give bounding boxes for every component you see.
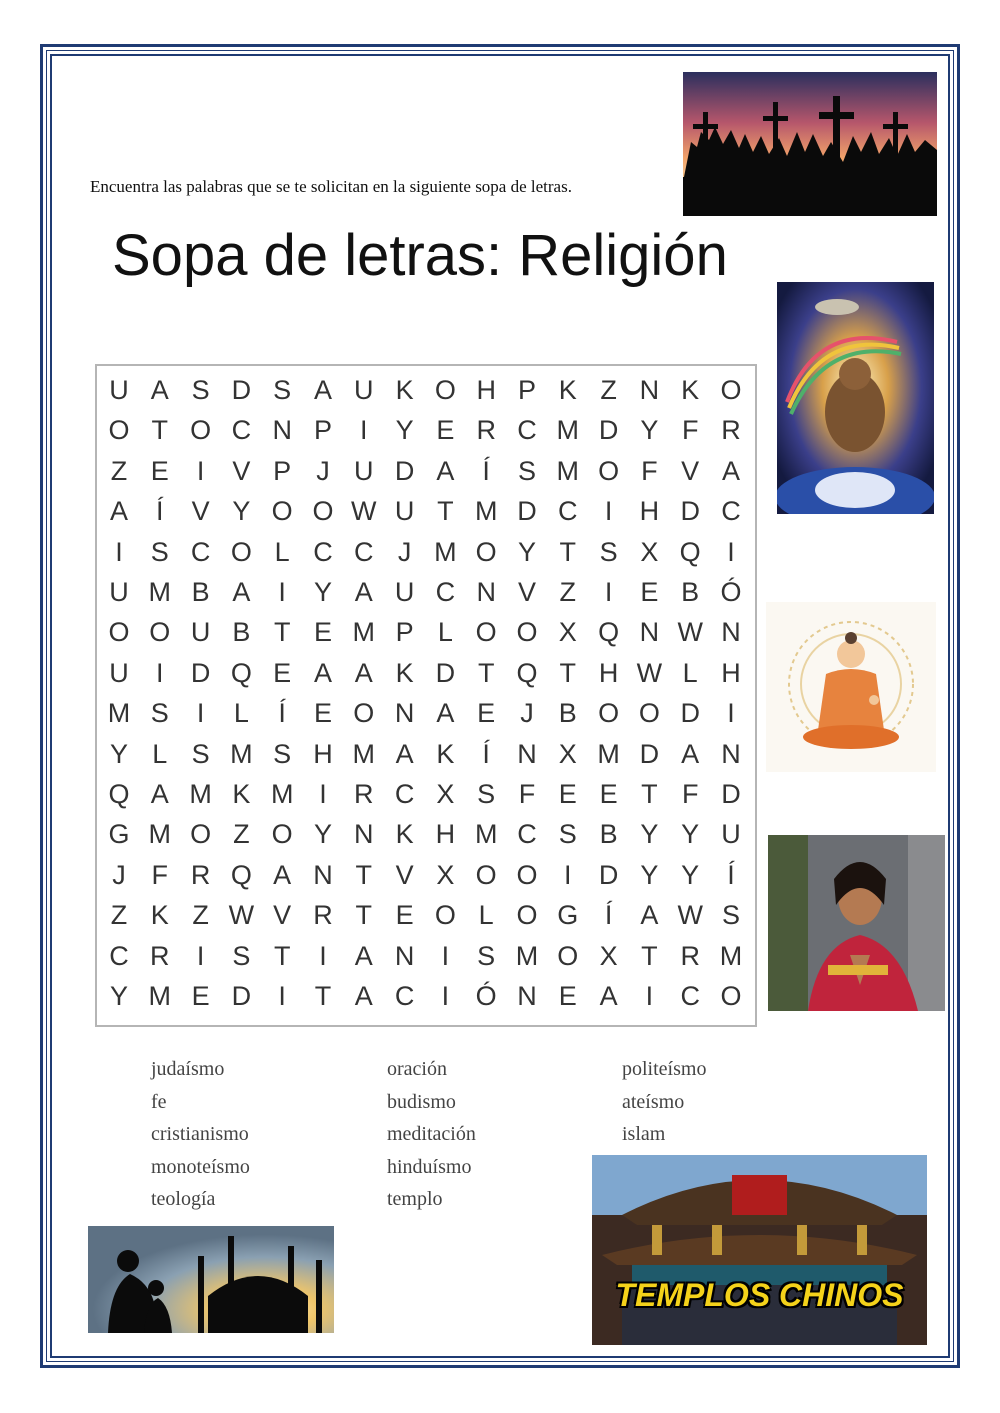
grid-cell: Ó <box>720 577 742 607</box>
woman-praying-image <box>768 835 945 1011</box>
grid-cell: P <box>273 455 292 486</box>
grid-cell: D <box>680 698 700 729</box>
grid-cell: V <box>681 455 700 486</box>
grid-cell: Y <box>640 859 659 890</box>
grid-cell: S <box>232 940 251 971</box>
grid-cell: I <box>727 536 735 567</box>
grid-cell: O <box>516 859 538 890</box>
grid-cell: H <box>476 375 496 405</box>
grid-cell: Q <box>516 657 538 688</box>
grid-cell: I <box>115 536 123 567</box>
grid-cell: M <box>597 738 620 769</box>
temple-caption: TEMPLOS CHINOS <box>615 1277 904 1313</box>
grid-cell: H <box>721 657 741 688</box>
grid-cell: K <box>395 657 414 688</box>
word-item: monoteísmo <box>151 1155 250 1178</box>
grid-cell: N <box>313 859 333 890</box>
grid-cell: O <box>312 496 334 527</box>
grid-cell: P <box>395 617 414 648</box>
grid-cell: U <box>190 617 211 648</box>
grid-cell: O <box>271 496 293 527</box>
grid-cell: C <box>190 536 211 567</box>
page-title: Sopa de letras: Religión <box>112 223 728 288</box>
grid-cell: M <box>352 738 376 769</box>
grid-cell: D <box>598 415 619 446</box>
grid-cell: E <box>640 577 659 607</box>
grid-cell: F <box>641 455 658 486</box>
grid-cell: H <box>435 819 456 850</box>
grid-cell: O <box>475 617 497 648</box>
grid-cell: D <box>231 981 252 1011</box>
grid-cell: A <box>354 981 373 1011</box>
grid-cell: J <box>520 698 534 729</box>
grid-cell: T <box>641 940 658 971</box>
grid-cell: I <box>604 577 613 607</box>
grid-cell: N <box>272 415 292 446</box>
grid-cell: R <box>150 940 170 971</box>
grid-cell: E <box>313 617 332 648</box>
grid-cell: A <box>150 779 169 809</box>
grid-cell: Y <box>313 577 332 607</box>
grid-cell: Z <box>233 819 250 850</box>
grid-cell: L <box>682 657 698 688</box>
grid-cell: F <box>681 415 699 446</box>
grid-cell: S <box>191 738 210 769</box>
grid-cell: D <box>517 496 537 527</box>
grid-cell: I <box>278 577 286 607</box>
instruction-text: Encuentra las palabras que se te solicitan en la siguiente sopa de letras. <box>90 177 572 196</box>
grid-cell: I <box>645 981 654 1011</box>
grid-cell: T <box>151 415 169 446</box>
grid-cell: O <box>353 698 375 729</box>
grid-cell: S <box>558 819 577 850</box>
grid-cell: Z <box>559 577 577 607</box>
grid-cell: M <box>148 577 172 607</box>
grid-cell: K <box>150 900 169 931</box>
grid-cell: N <box>517 738 537 769</box>
grid-cell: A <box>395 738 414 769</box>
word-item: budismo <box>387 1090 456 1113</box>
grid-cell: D <box>598 859 619 890</box>
grid-cell: H <box>598 657 619 688</box>
grid-cell: I <box>319 940 327 971</box>
grid-cell: H <box>639 496 660 527</box>
grid-cell: K <box>395 819 414 850</box>
grid-cell: B <box>191 577 210 607</box>
grid-cell: W <box>228 900 255 931</box>
grid-cell: O <box>271 819 293 850</box>
word-search-grid <box>95 364 757 1027</box>
grid-cell: M <box>189 779 212 809</box>
word-list-column-3 <box>622 1053 706 1151</box>
grid-cell: F <box>518 779 536 809</box>
grid-cell: K <box>395 375 414 405</box>
grid-cell: A <box>354 657 373 688</box>
grid-cell: M <box>556 415 580 446</box>
grid-cell: M <box>148 981 172 1011</box>
word-item: ateísmo <box>622 1090 685 1113</box>
grid-cell: W <box>677 617 703 648</box>
grid-cell: I <box>156 657 164 688</box>
grid-cell: E <box>558 779 577 809</box>
grid-cell: Y <box>640 819 659 850</box>
grid-cell: D <box>435 657 456 688</box>
grid-cell: S <box>517 455 536 486</box>
grid-cell: C <box>517 819 537 850</box>
grid-cell: T <box>273 617 291 648</box>
grid-cell: E <box>150 455 169 486</box>
grid-cell: S <box>191 375 210 405</box>
grid-cell: V <box>517 577 536 607</box>
grid-cell: E <box>599 779 618 809</box>
grid-cell: F <box>151 859 169 890</box>
grid-cell: A <box>599 981 618 1011</box>
grid-cell: A <box>354 577 373 607</box>
grid-cell: I <box>564 859 572 890</box>
word-item: oración <box>387 1058 447 1080</box>
grid-cell: E <box>477 698 496 729</box>
grid-cell: A <box>109 496 128 527</box>
grid-cell: M <box>556 455 580 486</box>
grid-cell: V <box>232 455 251 486</box>
grid-cell: O <box>475 536 497 567</box>
grid-cell: O <box>598 455 620 486</box>
grid-cell: N <box>354 819 374 850</box>
grid-cell: N <box>721 738 741 769</box>
grid-cell: A <box>721 455 740 486</box>
grid-cell: O <box>230 536 252 567</box>
grid-cell: D <box>639 738 660 769</box>
word-item: templo <box>387 1188 443 1210</box>
buddha-meditation-image <box>766 602 936 772</box>
grid-cell: E <box>558 981 577 1011</box>
word-item: meditación <box>387 1123 476 1145</box>
grid-cell: G <box>108 819 130 850</box>
grid-cell: Y <box>681 819 700 850</box>
grid-cell: Z <box>110 900 128 931</box>
grid-cell: S <box>150 698 169 729</box>
grid-cell: R <box>313 900 333 931</box>
grid-cell: O <box>475 859 497 890</box>
grid-cell: Í <box>482 738 490 769</box>
grid-cell: T <box>559 657 577 688</box>
grid-cell: O <box>108 617 130 648</box>
grid-cell: T <box>559 536 577 567</box>
grid-cell: X <box>640 536 659 567</box>
grid-cell: U <box>354 455 374 486</box>
grid-cell: Í <box>156 496 164 527</box>
grid-cell: I <box>360 415 368 446</box>
grid-cell: R <box>680 940 700 971</box>
grid-cell: Í <box>727 859 735 890</box>
grid-cell: D <box>190 657 211 688</box>
grid-cell: Ó <box>475 981 497 1011</box>
grid-cell: T <box>641 779 658 809</box>
grid-cell: N <box>639 375 660 405</box>
grid-cell: A <box>273 859 292 890</box>
grid-cell: F <box>681 779 699 809</box>
hands-crosses-image <box>683 72 937 216</box>
word-item: hinduísmo <box>387 1155 472 1178</box>
chinese-temple-image <box>592 1155 927 1345</box>
grid-cell: T <box>477 657 495 688</box>
grid-cell: Z <box>192 900 209 931</box>
grid-cell: O <box>638 698 660 729</box>
word-list-column-1 <box>151 1053 250 1216</box>
grid-cell: C <box>517 415 537 446</box>
grid-cell: D <box>394 455 415 486</box>
grid-cell: J <box>316 455 330 486</box>
grid-cell: C <box>680 981 700 1011</box>
grid-cell: O <box>190 819 212 850</box>
grid-cell: T <box>273 940 291 971</box>
grid-cell: I <box>727 698 735 729</box>
grid-cell: B <box>599 819 618 850</box>
word-item: cristianismo <box>151 1123 249 1145</box>
grid-cell: M <box>148 819 172 850</box>
grid-cell: C <box>313 536 333 567</box>
grid-cell: A <box>681 738 700 769</box>
grid-cell: R <box>721 415 741 446</box>
grid-cell: C <box>435 577 456 607</box>
grid-cell: M <box>434 536 457 567</box>
grid-cell: Y <box>640 415 659 446</box>
grid-cell: X <box>558 738 577 769</box>
grid-cell: Y <box>232 496 251 527</box>
grid-cell: V <box>395 859 414 890</box>
grid-cell: L <box>233 698 249 729</box>
grid-cell: K <box>558 375 577 405</box>
grid-cell: E <box>395 900 414 931</box>
grid-cell: K <box>436 738 455 769</box>
grid-cell: Í <box>604 900 613 931</box>
grid-cell: D <box>680 496 700 527</box>
grid-cell: T <box>314 981 332 1011</box>
grid-cell: O <box>557 940 579 971</box>
grid-cell: U <box>109 577 129 607</box>
mosque-prayer-image <box>88 1226 334 1333</box>
grid-cell: A <box>436 698 455 729</box>
grid-cell: O <box>516 900 538 931</box>
grid-cell: X <box>436 859 455 890</box>
grid-cell: M <box>107 698 131 729</box>
grid-cell: W <box>636 657 663 688</box>
grid-cell: Y <box>681 859 700 890</box>
grid-cell: X <box>599 940 618 971</box>
grid-cell: I <box>319 779 327 809</box>
grid-cell: X <box>436 779 455 809</box>
grid-cell: I <box>441 981 450 1011</box>
grid-cell: R <box>476 415 496 446</box>
grid-cell: O <box>190 415 212 446</box>
grid-cell: T <box>355 859 373 890</box>
grid-cell: S <box>273 375 292 405</box>
grid-cell: S <box>599 536 618 567</box>
grid-cell: T <box>437 496 454 527</box>
grid-cell: C <box>109 940 129 971</box>
word-item: islam <box>622 1123 666 1145</box>
grid-cell: O <box>434 900 456 931</box>
grid-cell: N <box>639 617 660 648</box>
grid-cell: C <box>231 415 252 446</box>
word-list-column-2 <box>387 1053 476 1216</box>
word-item: fe <box>151 1090 167 1113</box>
grid-cell: S <box>273 738 292 769</box>
grid-cell: Y <box>395 415 414 446</box>
grid-cell: B <box>558 698 577 729</box>
grid-cell: A <box>232 577 251 607</box>
grid-cell: Í <box>278 698 286 729</box>
grid-cell: K <box>681 375 700 405</box>
grid-cell: C <box>721 496 741 527</box>
grid-cell: E <box>436 415 455 446</box>
grid-cell: M <box>719 940 743 971</box>
grid-cell: I <box>196 940 205 971</box>
grid-cell: O <box>720 981 742 1011</box>
grid-cell: H <box>313 738 333 769</box>
grid-cell: C <box>394 779 415 809</box>
grid-cell: A <box>640 900 659 931</box>
grid-cell: N <box>721 617 741 648</box>
grid-cell: O <box>149 617 171 648</box>
grid-cell: I <box>196 455 205 486</box>
grid-cell: Q <box>108 779 130 809</box>
word-item: judaísmo <box>151 1058 225 1080</box>
grid-cell: Y <box>109 981 128 1011</box>
grid-cell: N <box>517 981 537 1011</box>
grid-cell: M <box>515 940 539 971</box>
grid-cell: L <box>274 536 290 567</box>
grid-cell: W <box>677 900 703 931</box>
grid-cell: V <box>273 900 292 931</box>
grid-cell: C <box>354 536 374 567</box>
word-item: teología <box>151 1188 216 1210</box>
grid-cell: A <box>354 940 373 971</box>
grid-cell: B <box>681 577 700 607</box>
grid-cell: O <box>598 698 620 729</box>
grid-cell: Q <box>230 859 252 890</box>
grid-cell: N <box>476 577 496 607</box>
grid-cell: M <box>474 819 498 850</box>
grid-cell: I <box>278 981 286 1011</box>
grid-cell: C <box>394 981 415 1011</box>
grid-cell: I <box>441 940 450 971</box>
grid-cell: R <box>190 859 211 890</box>
grid-cell: U <box>721 819 741 850</box>
grid-cell: V <box>191 496 210 527</box>
word-item: politeísmo <box>622 1058 707 1080</box>
grid-cell: J <box>112 859 126 890</box>
grid-cell: E <box>273 657 292 688</box>
grid-cell: U <box>354 375 374 405</box>
grid-cell: Z <box>600 375 617 405</box>
grid-cell: O <box>516 617 538 648</box>
grid-cell: X <box>558 617 577 648</box>
grid-cell: N <box>394 698 415 729</box>
grid-cell: Y <box>313 819 332 850</box>
grid-cell: D <box>231 375 252 405</box>
grid-cell: M <box>352 617 376 648</box>
grid-cell: L <box>152 738 168 769</box>
grid-cell: N <box>394 940 415 971</box>
grid-cell: D <box>721 779 741 809</box>
grid-cell: L <box>437 617 453 648</box>
grid-cell: A <box>313 657 332 688</box>
grid-cell: Q <box>230 657 252 688</box>
grid-cell: O <box>720 375 742 405</box>
grid-cell: U <box>394 577 415 607</box>
grid-cell: O <box>108 415 130 446</box>
grid-cell: S <box>150 536 169 567</box>
grid-cell: J <box>397 536 412 567</box>
grid-cell: S <box>477 779 496 809</box>
grid-cell: Z <box>110 455 128 486</box>
grid-cell: L <box>478 900 494 931</box>
grid-cell: U <box>394 496 415 527</box>
grid-cell: M <box>230 738 253 769</box>
grid-cell: E <box>191 981 210 1011</box>
grid-cell: A <box>150 375 169 405</box>
grid-cell: E <box>313 698 332 729</box>
grid-cell: B <box>232 617 251 648</box>
grid-cell: Q <box>598 617 620 648</box>
grid-cell: Y <box>517 536 536 567</box>
grid-cell: C <box>558 496 578 527</box>
grid-cell: S <box>721 900 740 931</box>
grid-cell: I <box>604 496 613 527</box>
grid-cell: P <box>313 415 332 446</box>
grid-cell: M <box>270 779 294 809</box>
grid-cell: U <box>109 375 129 405</box>
grid-cell: I <box>196 698 205 729</box>
grid-cell: O <box>434 375 456 405</box>
grid-cell: P <box>517 375 536 405</box>
grid-cell: A <box>313 375 332 405</box>
grid-cell: R <box>354 779 374 809</box>
grid-cell: U <box>109 657 129 688</box>
grid-cell: T <box>355 900 373 931</box>
grid-cell: Í <box>482 455 490 486</box>
grid-cell: K <box>232 779 251 809</box>
grid-cell: Y <box>109 738 128 769</box>
grid-cell: A <box>436 455 455 486</box>
cosmic-spiritual-image <box>777 282 934 514</box>
grid-cell: W <box>351 496 377 527</box>
grid-cell: M <box>474 496 498 527</box>
grid-cell: G <box>557 900 579 931</box>
grid-cell: S <box>477 940 496 971</box>
grid-cell: Q <box>679 536 701 567</box>
